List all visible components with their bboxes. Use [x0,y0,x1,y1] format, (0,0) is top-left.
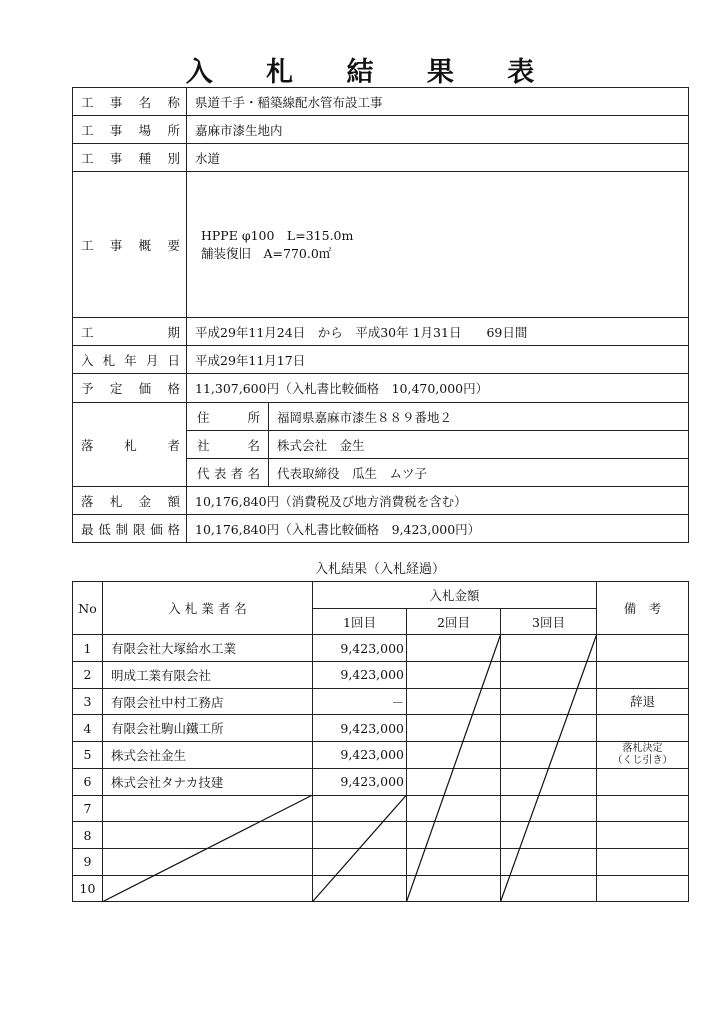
label-char: 年 [124,352,137,368]
winning-amount-label [73,487,187,515]
remarks [597,848,689,875]
label-char: 事 [109,94,123,110]
site-label [73,116,187,144]
bidder-name [103,822,313,849]
type-value: 水道 [187,144,689,172]
results-header-row [73,582,689,609]
min-price-row [73,515,689,543]
planned-price-label [73,374,187,403]
table-row [73,848,689,875]
label-char: 定 [109,381,123,396]
round3-amount [501,688,597,715]
winning-amount-value: 10,176,840円（消費税及び地方消費税を含む） [187,487,689,515]
label-char: 金 [138,493,152,509]
label-char: 表 [213,465,227,481]
winner-address-value: 福岡県嘉麻市漆生８８９番地２ [269,403,689,431]
winner-label [73,403,187,487]
page-title: 入 札 結 果 表 [185,57,557,88]
table-row [73,715,689,742]
round1-amount: 9,423,000 [313,768,407,795]
round1-amount: 9,423,000 [313,715,407,742]
round2-amount [407,688,501,715]
winner-address-label [187,403,269,431]
remarks [597,662,689,689]
label-char: 者 [167,437,180,453]
label-char: 札 [102,352,116,368]
remarks-line: （くじ引き） [612,754,673,766]
round2-amount [407,795,501,822]
row-no: 10 [73,875,103,902]
col-bidder-header: 入 札 業 者 名 [103,582,313,635]
label-char: 場 [138,122,152,138]
label-char: 月 [145,352,159,368]
round3-amount [501,768,597,795]
remarks [597,795,689,822]
round2-amount [407,635,501,662]
label-char: 称 [167,94,180,110]
round1-amount [313,875,407,902]
remarks [597,742,689,769]
remarks-line: 落札決定 [622,742,663,754]
bid-results-table [72,581,689,902]
row-no: 4 [73,715,103,742]
round3-amount [501,715,597,742]
min-price-value: 10,176,840円（入札書比較価格 9,423,000円） [187,515,689,543]
label-char: 落 [81,437,94,453]
round2-amount [407,742,501,769]
table-row [73,662,689,689]
work-name-value: 県道千手・稲築線配水管布設工事 [187,88,689,116]
label-char: 日 [167,352,180,368]
label-char: 低 [98,521,111,537]
bidder-name: 有限会社大塚給水工業 [103,635,313,662]
label-char: 制 [115,521,129,537]
winner-rep-value: 代表取締役 瓜生 ムツ子 [269,459,689,487]
bidder-name [103,875,313,902]
type-label [73,144,187,172]
table-row [73,688,689,715]
col-round3-header: 3回目 [501,608,597,635]
round1-amount: 9,423,000 [313,662,407,689]
bid-date-value: 平成29年11月17日 [187,346,689,374]
label-char: 所 [167,122,180,138]
winner-company-value: 株式会社 金生 [269,431,689,459]
round3-amount [501,742,597,769]
label-char: 額 [167,493,180,509]
remarks [597,635,689,662]
label-char: 種 [138,150,152,166]
results-caption: 入札結果（入札経過） [314,562,445,577]
summary-line-1: HPPE φ100 L=315.0m [201,227,354,243]
label-char: 落 [81,493,94,509]
remarks [597,822,689,849]
label-char: 工 [81,150,94,166]
period-row [73,318,689,346]
summary-value [187,172,689,318]
winning-amount-row [73,487,689,515]
label-char: 概 [138,237,152,253]
round2-amount [407,848,501,875]
row-no: 1 [73,635,103,662]
label-char: 札 [124,437,137,453]
label-char: 者 [230,465,244,481]
period-value: 平成29年11月24日 から 平成30年 1月31日 69日間 [187,318,689,346]
round2-amount [407,822,501,849]
label-char: 工 [81,237,94,253]
min-price-label [73,515,187,543]
table-row [73,875,689,902]
bidder-name: 有限会社中村工務店 [103,688,313,715]
type-row [73,144,689,172]
round1-amount: 9,423,000 [313,742,407,769]
table-row [73,822,689,849]
round3-amount [501,875,597,902]
row-no: 2 [73,662,103,689]
table-row [73,768,689,795]
round3-amount [501,822,597,849]
label-char: 工 [81,324,94,340]
label-char: 札 [109,493,123,509]
label-char: 代 [197,465,210,481]
row-no: 3 [73,688,103,715]
round2-amount [407,768,501,795]
label-char: 入 [81,352,94,368]
site-value: 嘉麻市漆生地内 [187,116,689,144]
label-char: 名 [138,94,152,110]
winner-rep-label [187,459,269,487]
label-char: 事 [109,122,123,138]
col-amount-header: 入札金額 [313,582,597,609]
bidder-name: 有限会社駒山鐵工所 [103,715,313,742]
work-name-label [73,88,187,116]
summary-row [73,172,689,318]
label-char: 工 [81,94,94,110]
remarks [597,688,689,715]
label-char: 社 [197,437,210,453]
round2-amount [407,875,501,902]
round3-amount [501,662,597,689]
round1-amount: 9,423,000 [313,635,407,662]
label-char: 名 [247,465,260,481]
label-char: 価 [138,381,152,396]
site-row [73,116,689,144]
round1-amount [313,848,407,875]
label-char: 事 [109,150,123,166]
remarks [597,768,689,795]
row-no: 7 [73,795,103,822]
round1-amount [313,795,407,822]
bidder-name [103,795,313,822]
summary-line-2: 舗装復旧 A=770.0㎡ [201,245,332,261]
label-char: 予 [81,381,94,396]
label-char: 要 [167,237,180,253]
col-no-header: No [73,582,103,635]
round1-amount [313,822,407,849]
row-no: 6 [73,768,103,795]
round3-amount [501,848,597,875]
col-round2-header: 2回目 [407,608,501,635]
col-remarks-header: 備 考 [597,582,689,635]
work-name-row [73,88,689,116]
round2-amount [407,715,501,742]
label-char: 工 [81,122,94,138]
round3-amount [501,635,597,662]
label-char: 格 [167,381,180,396]
winner-company-label [187,431,269,459]
round3-amount [501,795,597,822]
period-label [73,318,187,346]
table-row [73,635,689,662]
label-char: 別 [167,150,180,166]
label-char: 価 [150,521,163,537]
remarks [597,715,689,742]
round1-amount: － [313,688,407,715]
label-char: 限 [132,521,146,537]
bidder-name: 株式会社タナカ技建 [103,768,313,795]
label-char: 格 [167,521,180,537]
bidder-name: 明成工業有限会社 [103,662,313,689]
bid-date-row [73,346,689,374]
planned-price-row [73,374,689,403]
planned-price-value: 11,307,600円（入札書比較価格 10,470,000円） [187,374,689,403]
label-char: 名 [247,437,260,453]
label-char: 事 [109,237,123,253]
row-no: 9 [73,848,103,875]
remarks [597,875,689,902]
row-no: 8 [73,822,103,849]
col-round1-header: 1回目 [313,608,407,635]
bidder-name [103,848,313,875]
row-no: 5 [73,742,103,769]
contract-info-table [72,87,689,543]
bidder-name: 株式会社金生 [103,742,313,769]
label-char: 最 [81,521,94,537]
label-char: 所 [247,409,260,425]
label-char: 住 [197,409,210,425]
winner-address-row [73,403,689,431]
table-row [73,795,689,822]
round2-amount [407,662,501,689]
summary-label [73,172,187,318]
label-char: 期 [167,324,180,340]
table-row [73,742,689,769]
bid-date-label [73,346,187,374]
remarks-line: 辞退 [630,693,656,709]
